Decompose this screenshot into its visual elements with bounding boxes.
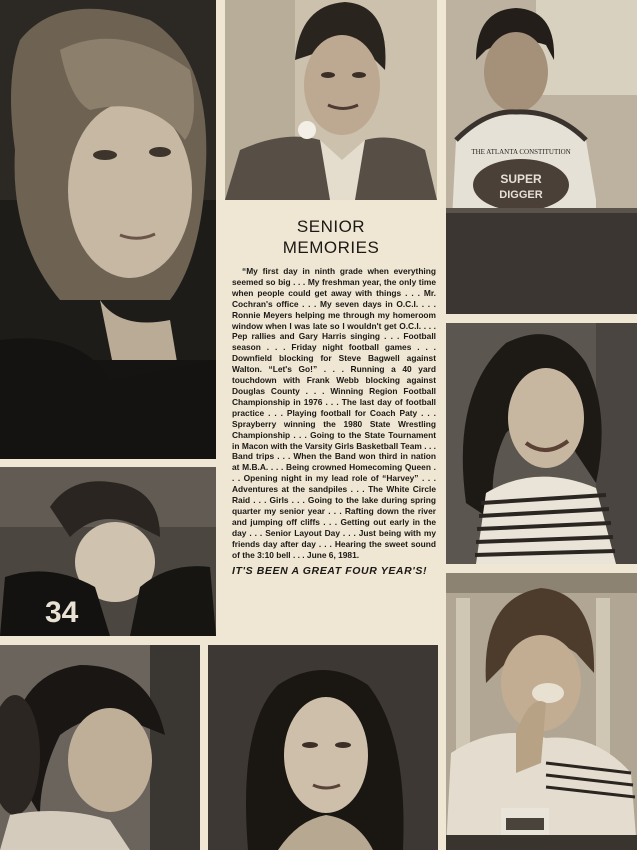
heading-line-memories: MEMORIES — [282, 238, 380, 257]
shirt-super-text: SUPER — [500, 172, 542, 186]
photo-football-player — [0, 467, 216, 636]
article-body — [232, 266, 436, 560]
jersey-number: 34 — [45, 596, 79, 629]
photo-girl-striped-shirt — [446, 323, 637, 564]
senior-memories-article — [222, 206, 440, 644]
shirt-newspaper-text: THE ATLANTA CONSTITUTION — [471, 148, 571, 156]
photo-girl-portrait — [0, 0, 216, 459]
photo-super-digger-shirt — [446, 0, 637, 314]
photo-guy-eating — [446, 573, 637, 850]
article-heading — [222, 216, 440, 258]
article-closing: IT'S BEEN A GREAT FOUR YEAR'S! — [232, 565, 428, 578]
photo-girl-long-hair — [208, 645, 438, 850]
article-body-paragraph: “My first day in ninth grade when everything seemed so big . . . My freshman year, the only time when people could get away with things . . . Mr. Cochran's office . . . My seven days in O.C.I. . . . Ronnie Meyers helping me through my homeroom window when I was late so I wouldn't get O.C.I. . . . Pep rallies and Gary Harris singing . . . Football season . . . Friday night football games . . . Downfield blocking for Steve Bagwell against Walton. “Let's Go!” . . . Running a 40 yard touchdown with Frank Webb blocking against Douglas County . . . Winning Region Football Championship in 1976 . . . The last day of football practice . . . Playing football for Coach Paty . . . Sprayberry winning the 1980 State Wrestling Championship . . . Going to the State Tournament in Macon with the Varsity Girls Basketball Team . . . Band trips . . . When the Band won third in nation at M.B.A. . . . Being crowned Homecoming Queen . . . Opening night in my lead role of “Harvey” . . . Adventures at the sandpiles . . . The White Circle Raid . . . Girls . . . Going to the lake during spring quarter my senior year . . . Rafting down the river and jumping off cliffs . . . Getting out early in the day . . . Senior Layout Day . . . Just being with my friends day after day . . . Hearing the sweet sound of the 3:10 bell . . . June 6, 1981. — [232, 266, 436, 560]
photo-girl-laughing — [0, 645, 200, 850]
heading-line-senior: SENIOR — [296, 217, 366, 236]
shirt-digger-text: DIGGER — [499, 189, 543, 201]
photo-guy-blazer — [225, 0, 437, 200]
